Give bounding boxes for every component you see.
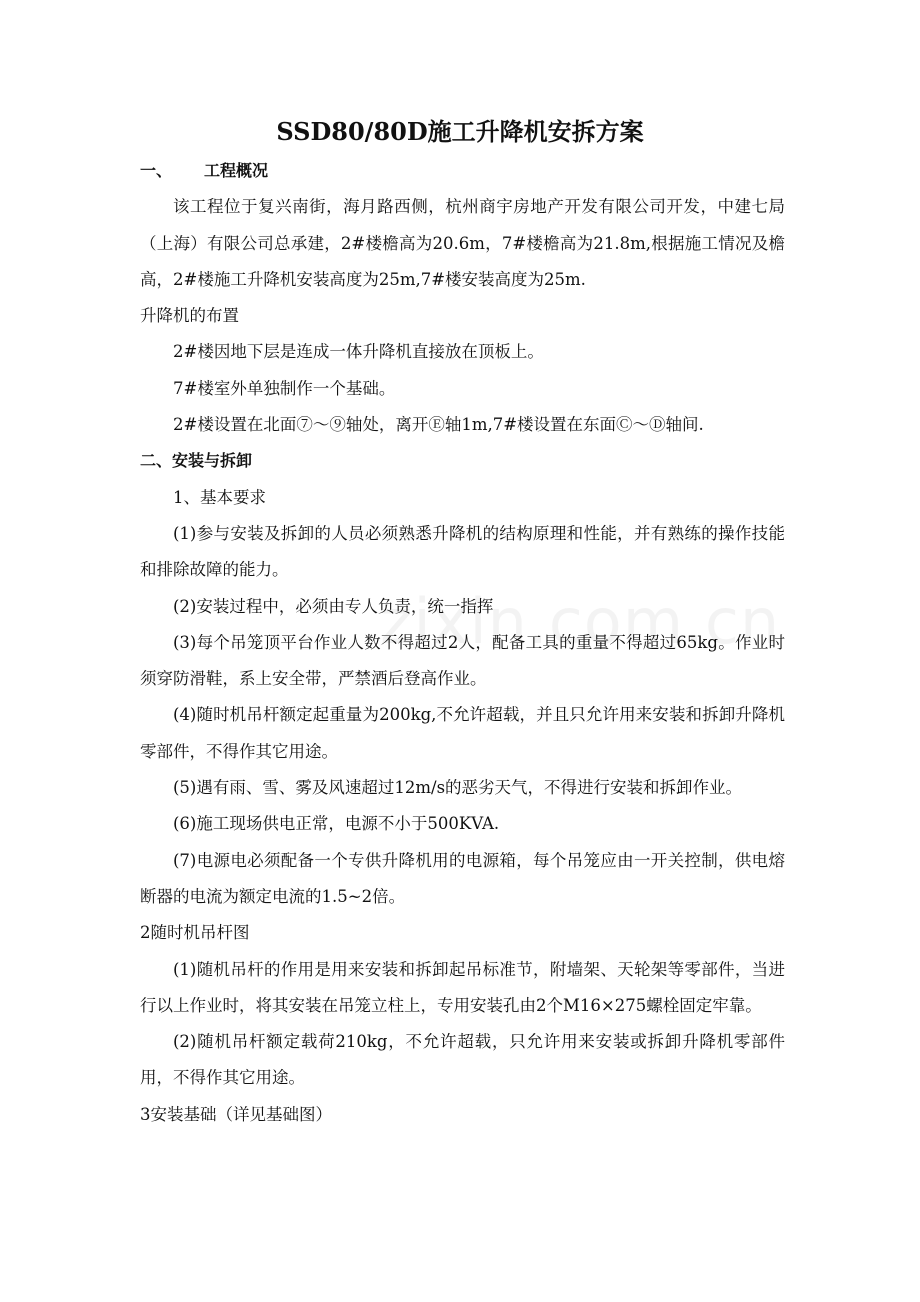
section-heading-install: 二、安装与拆卸 — [140, 451, 253, 471]
requirement-item: (4)随时机吊杆额定起重量为200kg,不允许超载，并且只允许用来安装和拆卸升降机零部件，不得作其它用途。 — [140, 705, 785, 761]
layout-heading: 升降机的布置 — [140, 306, 239, 326]
subheading-foundation: 3安装基础（详见基础图） — [140, 1104, 332, 1124]
document-title: SSD80/80D施工升降机安拆方案 — [276, 117, 644, 146]
section-title: 工程概况 — [204, 161, 269, 180]
layout-item: 2#楼因地下层是连成一体升降机直接放在顶板上。 — [173, 342, 544, 362]
requirement-item: (2)安装过程中，必须由专人负责，统一指挥 — [173, 596, 494, 616]
requirement-item: (7)电源电必须配备一个专供升降机用的电源箱，每个吊笼应由一开关控制，供电熔断器的电流为额定电流的1.5~2倍。 — [140, 850, 785, 906]
overview-paragraph: 该工程位于复兴南街，海月路西侧，杭州商宇房地产开发有限公司开发，中建七局（上海）有限公司总承建，2#楼檐高为20.6m，7#楼檐高为21.8m,根据施工情况及檐高，2#楼施工升降机安装高度为25m,7#楼安装高度为25m. — [140, 197, 785, 289]
subheading-basic-requirements: 1、基本要求 — [173, 487, 266, 507]
layout-item: 7#楼室外单独制作一个基础。 — [173, 378, 396, 398]
boom-item: (2)随机吊杆额定载荷210kg，不允许超载，只允许用来安装或拆卸升降机零部件用，不得作其它用途。 — [140, 1032, 785, 1088]
layout-item: 2#楼设置在北面⑦～⑨轴处，离开Ⓔ轴1m,7#楼设置在东面Ⓒ～Ⓓ轴间. — [173, 415, 704, 435]
subheading-boom: 2随时机吊杆图 — [140, 923, 250, 943]
requirement-item: (1)参与安装及拆卸的人员必须熟悉升降机的结构原理和性能，并有熟练的操作技能和排除故障的能力。 — [140, 523, 785, 580]
document-body — [140, 153, 785, 1133]
section-heading-overview — [140, 153, 785, 189]
requirement-item: (6)施工现场供电正常，电源不小于500KVA. — [173, 814, 500, 834]
section-number: 一、 — [140, 161, 173, 180]
requirement-item: (3)每个吊笼顶平台作业人数不得超过2人，配备工具的重量不得超过65kg。作业时须穿防滑鞋，系上安全带，严禁酒后登高作业。 — [140, 632, 785, 689]
requirement-item: (5)遇有雨、雪、雾及风速超过12m/s的恶劣天气，不得进行安装和拆卸作业。 — [173, 778, 743, 798]
boom-item: (1)随机吊杆的作用是用来安装和拆卸起吊标准节，附墙架、天轮架等零部件，当进行以上作业时，将其安装在吊笼立柱上，专用安装孔由2个M16×275螺栓固定牢靠。 — [140, 959, 785, 1015]
